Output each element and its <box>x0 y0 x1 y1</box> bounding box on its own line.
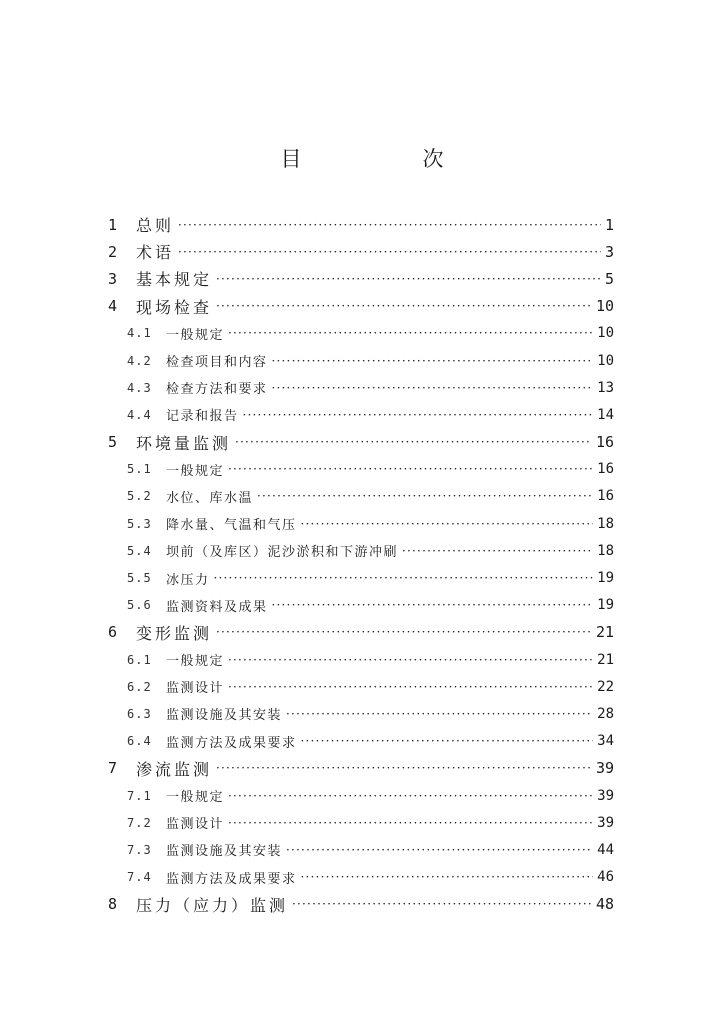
dot-leader <box>398 544 593 558</box>
toc-section-entry[interactable] <box>0 809 724 836</box>
toc-chapter-entry[interactable] <box>0 293 724 320</box>
dot-leader <box>224 816 593 830</box>
toc-entry-page-number: 16 <box>597 488 614 505</box>
toc-entry-title: 一般规定 <box>166 327 225 343</box>
toc-section-entry[interactable] <box>0 728 724 755</box>
toc-entry-leader-line <box>166 732 593 751</box>
toc-entry-page-number: 19 <box>597 570 614 587</box>
toc-entry-title: 记录和报告 <box>166 409 239 425</box>
toc-entry-title: 现场检查 <box>136 297 213 317</box>
toc-entry-page-number: 44 <box>597 841 614 858</box>
toc-section-entry[interactable] <box>0 374 724 401</box>
toc-entry-number: 6.3 <box>127 706 152 721</box>
toc-entry-page-number: 14 <box>597 406 614 423</box>
toc-entry-leader-line <box>136 621 592 644</box>
toc-entry-number: 5.4 <box>127 543 152 558</box>
toc-entry-leader-line <box>166 514 593 533</box>
toc-section-entry[interactable] <box>0 592 724 619</box>
toc-section-entry[interactable] <box>0 646 724 673</box>
toc-entry-page-number: 39 <box>595 759 614 778</box>
dot-leader <box>297 734 594 748</box>
dot-leader <box>224 789 593 803</box>
toc-entry-leader-line <box>166 351 593 370</box>
toc-entry-leader-line <box>136 757 592 780</box>
toc-entry-number: 7.4 <box>127 870 152 885</box>
toc-entry-number: 4.3 <box>127 380 152 395</box>
toc-section-entry[interactable] <box>0 537 724 564</box>
toc-section-entry[interactable] <box>0 836 724 863</box>
dot-leader <box>174 218 601 232</box>
dot-leader <box>224 326 593 340</box>
toc-entry-leader-line <box>166 324 593 343</box>
toc-entry-page-number: 39 <box>597 787 614 804</box>
toc-chapter-entry[interactable] <box>0 891 724 918</box>
toc-entry-title: 冰压力 <box>166 572 210 588</box>
toc-entry-title: 基本规定 <box>136 270 213 290</box>
toc-chapter-entry[interactable] <box>0 755 724 782</box>
toc-entry-title: 水位、库水温 <box>166 490 254 506</box>
toc-entry-page-number: 22 <box>597 678 614 695</box>
toc-entry-page-number: 19 <box>597 597 614 614</box>
toc-entry-title: 术语 <box>136 243 175 263</box>
dot-leader <box>210 571 594 585</box>
toc-chapter-entry[interactable] <box>0 265 724 292</box>
toc-entry-number: 3 <box>108 269 118 288</box>
toc-entry-leader-line <box>136 240 601 263</box>
toc-entry-title: 监测方法及成果要求 <box>166 871 297 887</box>
dot-leader <box>212 299 592 313</box>
toc-section-entry[interactable] <box>0 700 724 727</box>
toc-entry-page-number: 1 <box>604 215 614 234</box>
table-of-contents <box>0 211 724 918</box>
toc-section-entry[interactable] <box>0 510 724 537</box>
toc-chapter-entry[interactable] <box>0 211 724 238</box>
page-title: 目 次 <box>280 147 494 171</box>
toc-entry-title: 压力（应力）监测 <box>136 895 289 915</box>
toc-chapter-entry[interactable] <box>0 619 724 646</box>
toc-entry-title: 一般规定 <box>166 463 225 479</box>
toc-entry-page-number: 13 <box>597 379 614 396</box>
dot-leader <box>288 897 592 911</box>
toc-entry-leader-line <box>166 786 593 805</box>
toc-entry-title: 检查项目和内容 <box>166 355 268 371</box>
toc-entry-title: 监测设施及其安装 <box>166 708 283 724</box>
toc-entry-title: 检查方法和要求 <box>166 382 268 398</box>
toc-entry-page-number: 21 <box>595 623 614 642</box>
toc-entry-leader-line <box>136 295 592 318</box>
toc-entry-leader-line <box>166 569 593 588</box>
toc-entry-leader-line <box>166 704 593 723</box>
toc-entry-number: 7.1 <box>127 788 152 803</box>
toc-entry-title: 总则 <box>136 216 175 236</box>
dot-leader <box>297 870 594 884</box>
toc-section-entry[interactable] <box>0 320 724 347</box>
toc-entry-page-number: 39 <box>597 814 614 831</box>
toc-entry-number: 6.1 <box>127 652 152 667</box>
toc-entry-number: 1 <box>108 215 118 234</box>
toc-entry-page-number: 5 <box>604 269 614 288</box>
toc-entry-number: 5.3 <box>127 516 152 531</box>
toc-section-entry[interactable] <box>0 782 724 809</box>
toc-entry-leader-line <box>166 650 593 669</box>
dot-leader <box>239 408 594 422</box>
toc-entry-page-number: 10 <box>595 297 614 316</box>
toc-entry-leader-line <box>166 677 593 696</box>
dot-leader <box>212 761 592 775</box>
toc-entry-number: 8 <box>108 895 118 914</box>
toc-section-entry[interactable] <box>0 564 724 591</box>
toc-entry-leader-line <box>166 378 593 397</box>
toc-entry-title: 环境量监测 <box>136 433 232 453</box>
dot-leader <box>224 653 593 667</box>
toc-chapter-entry[interactable] <box>0 429 724 456</box>
toc-entry-leader-line <box>166 596 593 615</box>
toc-entry-leader-line <box>136 431 592 454</box>
toc-entry-leader-line <box>166 487 593 506</box>
toc-entry-page-number: 16 <box>597 461 614 478</box>
toc-entry-leader-line <box>166 840 593 859</box>
toc-entry-number: 4.4 <box>127 407 152 422</box>
toc-entry-number: 5.5 <box>127 571 152 586</box>
toc-entry-number: 6.2 <box>127 679 152 694</box>
toc-entry-number: 6.4 <box>127 734 152 749</box>
toc-entry-title: 监测设施及其安装 <box>166 844 283 860</box>
dot-leader <box>212 272 601 286</box>
toc-chapter-entry[interactable] <box>0 238 724 265</box>
toc-entry-title: 一般规定 <box>166 654 225 670</box>
toc-entry-page-number: 16 <box>595 433 614 452</box>
toc-entry-number: 7 <box>108 759 118 778</box>
toc-entry-title: 变形监测 <box>136 623 213 643</box>
toc-entry-number: 5.2 <box>127 489 152 504</box>
toc-entry-title: 监测资料及成果 <box>166 599 268 615</box>
toc-entry-number: 4 <box>108 297 118 316</box>
toc-section-entry[interactable] <box>0 401 724 428</box>
toc-entry-page-number: 34 <box>597 733 614 750</box>
toc-entry-number: 6 <box>108 623 118 642</box>
dot-leader <box>212 625 592 639</box>
toc-entry-page-number: 3 <box>604 242 614 261</box>
toc-entry-leader-line <box>136 213 601 236</box>
toc-entry-number: 7.2 <box>127 815 152 830</box>
dot-leader <box>282 707 593 721</box>
toc-entry-page-number: 18 <box>597 515 614 532</box>
toc-entry-title: 降水量、气温和气压 <box>166 518 297 534</box>
toc-entry-leader-line <box>136 267 601 290</box>
dot-leader <box>231 435 592 449</box>
toc-entry-number: 4.1 <box>127 326 152 341</box>
toc-entry-number: 5 <box>108 433 118 452</box>
toc-entry-number: 5.6 <box>127 598 152 613</box>
toc-section-entry[interactable] <box>0 864 724 891</box>
dot-leader <box>253 489 593 503</box>
toc-entry-title: 一般规定 <box>166 790 225 806</box>
toc-entry-page-number: 21 <box>597 651 614 668</box>
dot-leader <box>268 354 594 368</box>
dot-leader <box>174 245 601 259</box>
toc-entry-title: 监测方法及成果要求 <box>166 735 297 751</box>
toc-entry-title: 坝前（及库区）泥沙淤积和下游冲刷 <box>166 545 399 561</box>
toc-entry-leader-line <box>166 541 593 560</box>
dot-leader <box>224 680 593 694</box>
dot-leader <box>268 381 594 395</box>
toc-entry-leader-line <box>166 405 593 424</box>
toc-entry-number: 5.1 <box>127 462 152 477</box>
toc-entry-page-number: 10 <box>597 325 614 342</box>
toc-entry-leader-line <box>166 868 593 887</box>
dot-leader <box>268 598 594 612</box>
toc-entry-page-number: 46 <box>597 869 614 886</box>
dot-leader <box>282 843 593 857</box>
toc-entry-page-number: 10 <box>597 352 614 369</box>
toc-entry-leader-line <box>166 813 593 832</box>
dot-leader <box>224 462 593 476</box>
toc-entry-title: 监测设计 <box>166 817 225 833</box>
toc-entry-number: 4.2 <box>127 353 152 368</box>
toc-entry-page-number: 48 <box>595 895 614 914</box>
toc-entry-title: 监测设计 <box>166 681 225 697</box>
toc-entry-number: 7.3 <box>127 842 152 857</box>
toc-entry-page-number: 28 <box>597 705 614 722</box>
toc-entry-title: 渗流监测 <box>136 759 213 779</box>
toc-section-entry[interactable] <box>0 456 724 483</box>
toc-entry-page-number: 18 <box>597 542 614 559</box>
toc-entry-leader-line <box>166 460 593 479</box>
toc-entry-number: 2 <box>108 242 118 261</box>
toc-section-entry[interactable] <box>0 347 724 374</box>
dot-leader <box>297 517 594 531</box>
toc-section-entry[interactable] <box>0 483 724 510</box>
toc-section-entry[interactable] <box>0 673 724 700</box>
toc-entry-leader-line <box>136 893 592 916</box>
